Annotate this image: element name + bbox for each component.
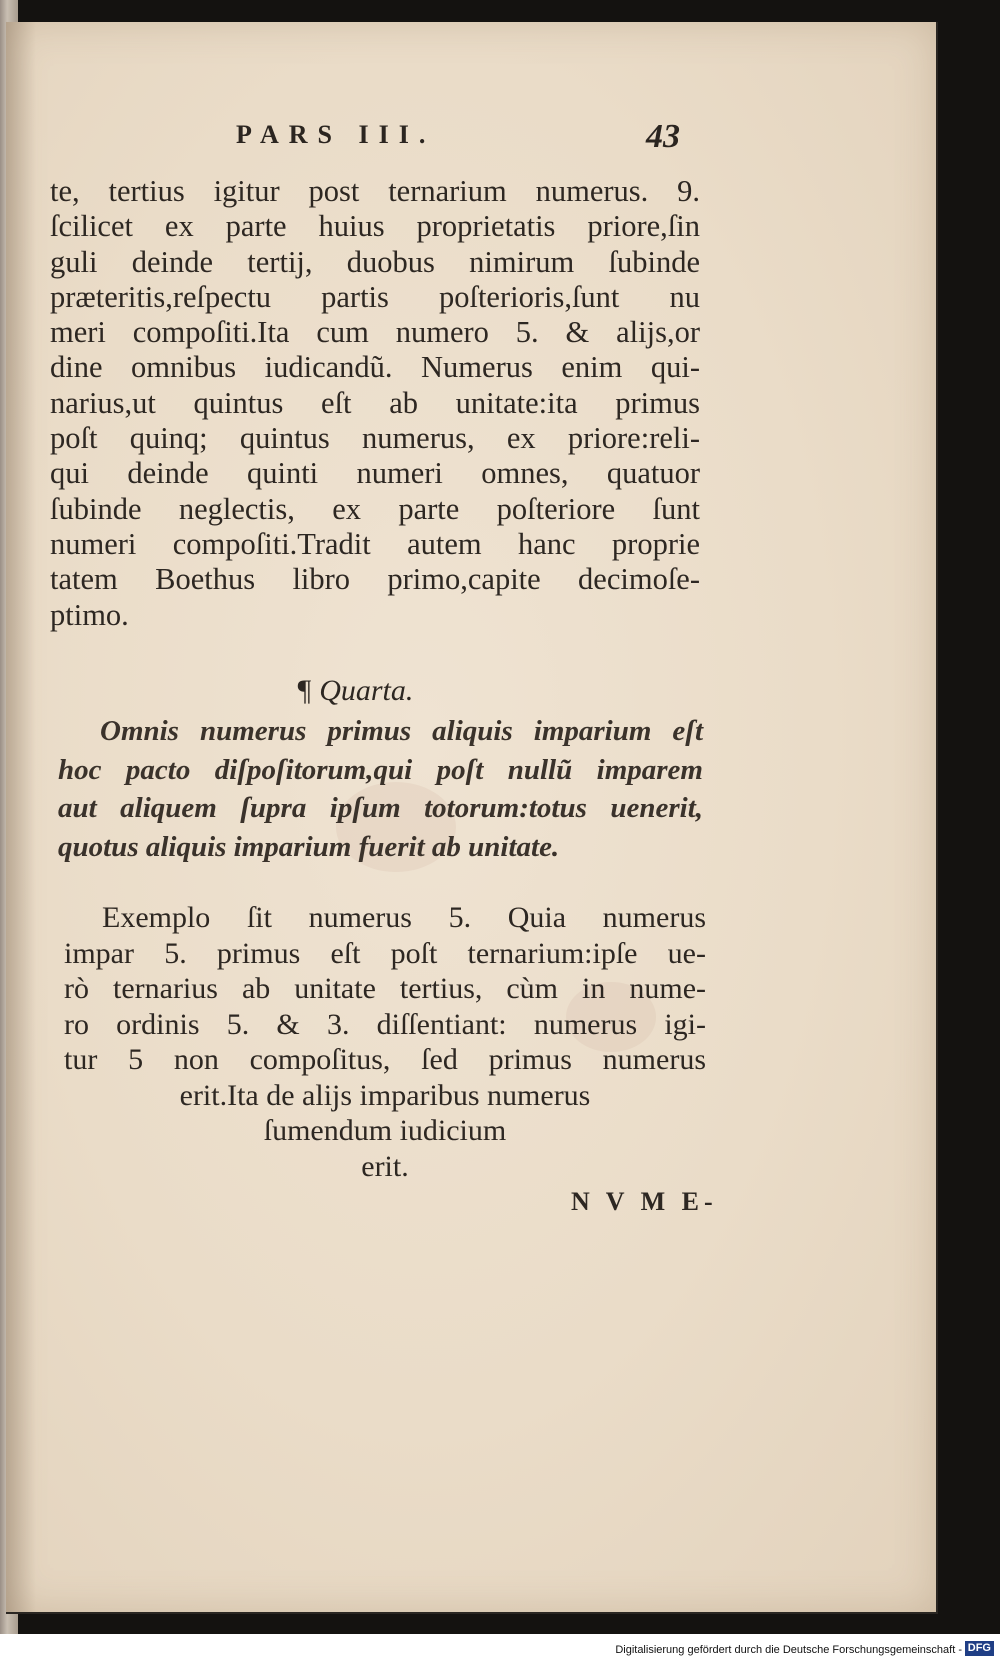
body-paragraph xyxy=(50,174,700,633)
footer-bar xyxy=(0,1634,1000,1662)
gutter-shadow xyxy=(6,22,36,1612)
catchword: N V M E- xyxy=(571,1187,718,1216)
example-line: tur 5 non compoſitus, ſed primus numerus xyxy=(64,1043,706,1076)
text-line: ſubinde neglectis, ex parte poſteriore ſunt xyxy=(50,491,700,526)
proposition-line: hoc pacto diſpoſitorum,qui poſt nullũ imparem xyxy=(58,753,703,786)
text-line: narius,ut quintus eſt ab unitate:ita primus xyxy=(50,385,700,420)
text-line: poſt quinq; quintus numerus, ex priore:reli- xyxy=(50,421,700,456)
proposition-line: aut aliquem ſupra ipſum totorum:totus uenerit, xyxy=(58,792,703,824)
example-line: Exemplo ſit numerus 5. Quia numerus xyxy=(102,901,706,934)
footer-credit: Digitalisierung gefördert durch die Deutsche Forschungsgemeinschaft - xyxy=(615,1644,962,1656)
text-line: dine omnibus iudicandũ. Numerus enim qui- xyxy=(50,350,700,385)
text-line: tatem Boethus libro primo,capite decimoſe- xyxy=(50,562,700,597)
text-line: ſcilicet ex parte huius proprietatis priore,ſin xyxy=(50,209,700,244)
text-line: ptimo. xyxy=(50,597,129,632)
example-line: erit.Ita de alijs imparibus numerus xyxy=(179,1078,591,1112)
proposition-line: quotus aliquis imparium fuerit ab unitate. xyxy=(58,830,560,863)
text-line: guli deinde tertij, duobus nimirum ſubinde xyxy=(50,244,700,279)
text-line: qui deinde quinti numeri omnes, quatuor xyxy=(50,456,700,491)
text-line: præteritis,reſpectu partis poſterioris,ſunt nu xyxy=(50,279,700,314)
dfg-logo[interactable]: DFG xyxy=(965,1641,994,1656)
running-head: PARS III. xyxy=(236,120,436,149)
example-line: erit. xyxy=(361,1149,409,1183)
example-line: ſumendum iudicium xyxy=(263,1114,507,1147)
page-number: 43 xyxy=(646,118,680,155)
text-line: te, tertius igitur post ternarium numerus. 9. xyxy=(50,174,700,208)
example-line: rò ternarius ab unitate tertius, cùm in nume- xyxy=(64,972,706,1005)
example-paragraph xyxy=(64,900,706,1184)
example-line: impar 5. primus eſt poſt ternarium:ipſe ue- xyxy=(64,936,706,970)
example-line: ro ordinis 5. & 3. diſſentiant: numerus igi- xyxy=(64,1007,706,1041)
proposition-text xyxy=(58,712,703,866)
text-line: numeri compoſiti.Tradit autem hanc proprie xyxy=(50,526,700,561)
proposition-line: Omnis numerus primus aliquis imparium eſt xyxy=(100,715,703,747)
book-page xyxy=(6,22,938,1614)
text-line: meri compoſiti.Ita cum numero 5. & alijs,or xyxy=(50,315,700,350)
section-heading: ¶ Quarta. xyxy=(296,674,414,707)
